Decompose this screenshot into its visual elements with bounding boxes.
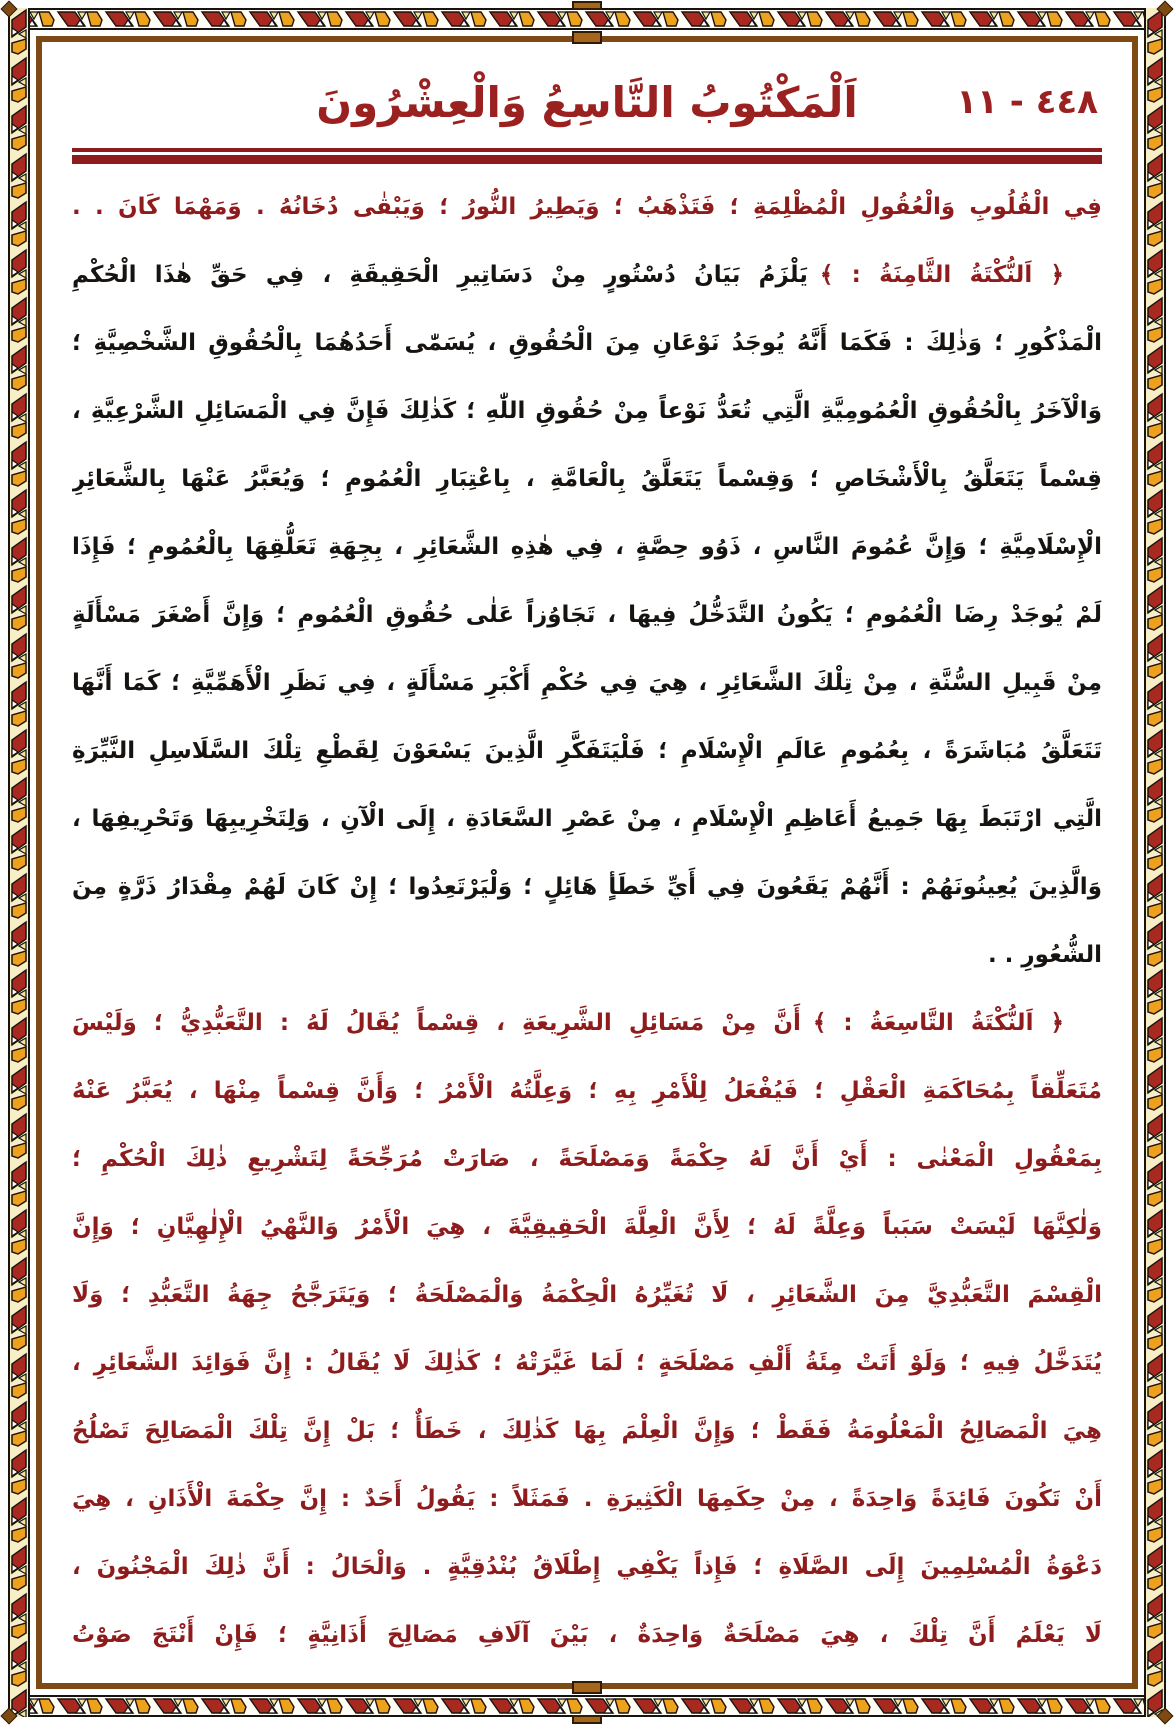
text-line: أَنْ تَكُونَ فَائِدَةً وَاحِدَةً ، مِنْ حِكَمِهَا الْكَثِيرَةِ . فَمَثَلاً : يَقُولُ أَحَدٌ : إِنَّ حِكْمَةَ الْأَذَانِ ، هِيَ [72,1486,1102,1512]
text-line: وَلٰكِنَّهَا لَيْسَتْ سَبَباً وَعِلَّةً لَهُ ؛ لِأَنَّ الْعِلَّةَ الْحَقِيقِيَّةَ ، هِيَ الْأَمْرُ وَالنَّهْيُ الْإِلٰهِيَّانِ ؛ وَإِنَّ [72,1214,1102,1240]
text-line: دَعْوَةُ الْمُسْلِمِينَ إِلَى الصَّلَاةِ ؛ فَإِذاً يَكْفِي إِطْلَاقُ بُنْدُقِيَّةٍ . وَالْحَالُ : أَنَّ ذٰلِكَ الْمَجْنُونَ ، [72,1554,1102,1580]
text-line: بِمَعْقُولِ الْمَعْنٰى : أَيْ أَنَّ لَهُ حِكْمَةً وَمَصْلَحَةً ، صَارَتْ مُرَجِّحَةً لِتَشْرِيعِ ذٰلِكَ الْحُكْمِ ؛ [72,1146,1102,1172]
line-text: يَلْزَمُ بَيَانُ دُسْتُورٍ مِنْ دَسَاتِيرِ الْحَقِيقَةِ ، فِي حَقِّ هٰذَا الْحُكْمِ [72,262,808,288]
text-line: فِي الْقُلُوبِ وَالْعُقُولِ الْمُظْلِمَةِ ؛ فَتَذْهَبُ ؛ وَيَطِيرُ النُّورُ ؛ وَيَبْقٰى دُخَانُهُ . وَمَهْمَا كَانَ . . [72,194,1102,220]
page-content [42,42,1132,1683]
text-line: الْمَذْكُورِ ؛ وَذٰلِكَ : فَكَمَا أَنَّهُ يُوجَدُ نَوْعَانِ مِنَ الْحُقُوقِ ، يُسَمّٰى أَحَدُهُمَا بِالْحُقُوقِ الشَّخْصِيَّةِ ؛ [72,330,1102,356]
header-divider [72,148,1102,164]
divider-thin-rule [72,148,1102,152]
border-chain-right [1144,8,1166,1717]
text-line: الْقِسْمَ التَّعَبُّدِيَّ مِنَ الشَّعَائِرِ ، لَا تُغَيِّرُهُ الْحِكْمَةُ وَالْمَصْلَحَةُ ؛ وَيَتَرَجَّحُ جِهَةُ التَّعَبُّدِ ؛ وَلَا [72,1282,1102,1308]
border-chain-bottom [8,1695,1166,1717]
text-line: وَالْآخَرُ بِالْحُقُوقِ الْعُمُومِيَّةِ الَّتِي تُعَدُّ نَوْعاً مِنْ حُقُوقِ اللّٰهِ ؛ كَذٰلِكَ فَإِنَّ فِي الْمَسَائِلِ الشَّرْعِيَّةِ ، [72,398,1102,424]
page-title: اَلْمَكْتُوبُ التَّاسِعُ وَالْعِشْرُونَ [316,78,858,127]
text-line: يُتَدَخَّلُ فِيهِ ؛ وَلَوْ أَتَتْ مِئَةُ أَلْفِ مَصْلَحَةٍ ؛ لَمَا غَيَّرَتْهُ ؛ كَذٰلِكَ لَا يُقَالُ : إِنَّ فَوَائِدَ الشَّعَائِرِ ، [72,1350,1102,1376]
text-line: وَالَّذِينَ يُعِينُونَهُمْ : أَنَّهُمْ يَقَعُونَ فِي أَيِّ خَطَأٍ هَائِلٍ ؛ وَلْيَرْتَعِدُوا ؛ إِنْ كَانَ لَهُمْ مِقْدَارُ ذَرَّةٍ مِنَ [72,874,1102,900]
text-line: لَمْ يُوجَدْ رِضَا الْعُمُومِ ؛ يَكُونُ التَّدَخُّلُ فِيهَا ، تَجَاوُزاً عَلٰى حُقُوقِ الْعُمُومِ ؛ وَإِنَّ أَصْغَرَ مَسْأَلَةٍ [72,602,1102,628]
section-marker: ﴿ اَلنُّكْتَةُ التَّاسِعَةُ : ﴾ [812,1010,1064,1036]
text-line [72,241,1102,309]
border-center-tab [572,1715,602,1724]
border-center-tab [572,1,602,10]
text-line: مِنْ قَبِيلِ السُّنَّةِ ، مِنْ تِلْكَ الشَّعَائِرِ ، هِيَ فِي حُكْمِ أَكْبَرِ مَسْأَلَةٍ ، فِي نَظَرِ الْأَهَمِّيَّةِ ؛ كَمَا أَنَّهَا [72,670,1102,696]
text-line: الَّتِي ارْتَبَطَ بِهَا جَمِيعُ أَعَاظِمِ الْإِسْلَامِ ، مِنْ عَصْرِ السَّعَادَةِ ، إِلَى الْآنِ ، وَلِتَخْرِيبِهَا وَتَحْرِيفِهَا ، [72,806,1102,832]
text-line: تَتَعَلَّقُ مُبَاشَرَةً ، بِعُمُومِ عَالَمِ الْإِسْلَامِ ؛ فَلْيَتَفَكَّرِ الَّذِينَ يَسْعَوْنَ لِقَطْعِ تِلْكَ السَّلَاسِلِ النَّيِّرَةِ [72,738,1102,764]
text-line: هِيَ الْمَصَالِحُ الْمَعْلُومَةُ فَقَطْ ؛ وَإِنَّ الْعِلْمَ بِهَا كَذٰلِكَ ، خَطَأٌ ؛ بَلْ إِنَّ تِلْكَ الْمَصَالِحَ تَصْلُحُ [72,1418,1102,1444]
text-line [72,989,1102,1057]
page-number: ٤٤٨ - ١١ [956,82,1098,122]
text-line: الشُّعُورِ . . [987,942,1102,968]
text-line: مُتَعَلِّقاً بِمُحَاكَمَةِ الْعَقْلِ ؛ فَيُفْعَلُ لِلْأَمْرِ بِهِ ؛ وَعِلَّتُهُ الْأَمْرُ ؛ وَأَنَّ قِسْماً مِنْهَا ، يُعَبَّرُ عَنْهُ [72,1078,1102,1104]
text-line: لَا يَعْلَمُ أَنَّ تِلْكَ ، هِيَ مَصْلَحَةٌ وَاحِدَةٌ ، بَيْنَ آلَافِ مَصَالِحَ أَذَانِيَّةٍ ؛ فَإِنْ أَنْتَجَ صَوْتُ [72,1622,1102,1648]
border-chain-left [8,8,30,1717]
body-text [72,173,1102,1669]
divider-thick-rule [72,155,1102,164]
line-text: أَنَّ مِنْ مَسَائِلِ الشَّرِيعَةِ ، قِسْماً يُقَالُ لَهُ : التَّعَبُّدِيُّ ؛ وَلَيْسَ [72,1010,801,1036]
border-chain-top [8,8,1166,30]
text-line: الْإِسْلَامِيَّةِ ؛ وَإِنَّ عُمُومَ النَّاسِ ، ذَوُو حِصَّةٍ ، فِي هٰذِهِ الشَّعَائِرِ ، بِجِهَةِ تَعَلُّقِهَا بِالْعُمُومِ ؛ فَإِذَا [72,534,1102,560]
text-line: قِسْماً يَتَعَلَّقُ بِالْأَشْخَاصِ ؛ وَقِسْماً يَتَعَلَّقُ بِالْعَامَّةِ ، بِاعْتِبَارِ الْعُمُومِ ؛ وَيُعَبَّرُ عَنْهَا بِالشَّعَائِرِ [72,466,1102,492]
section-marker: ﴿ اَلنُّكْتَةُ الثَّامِنَةُ : ﴾ [819,262,1064,288]
